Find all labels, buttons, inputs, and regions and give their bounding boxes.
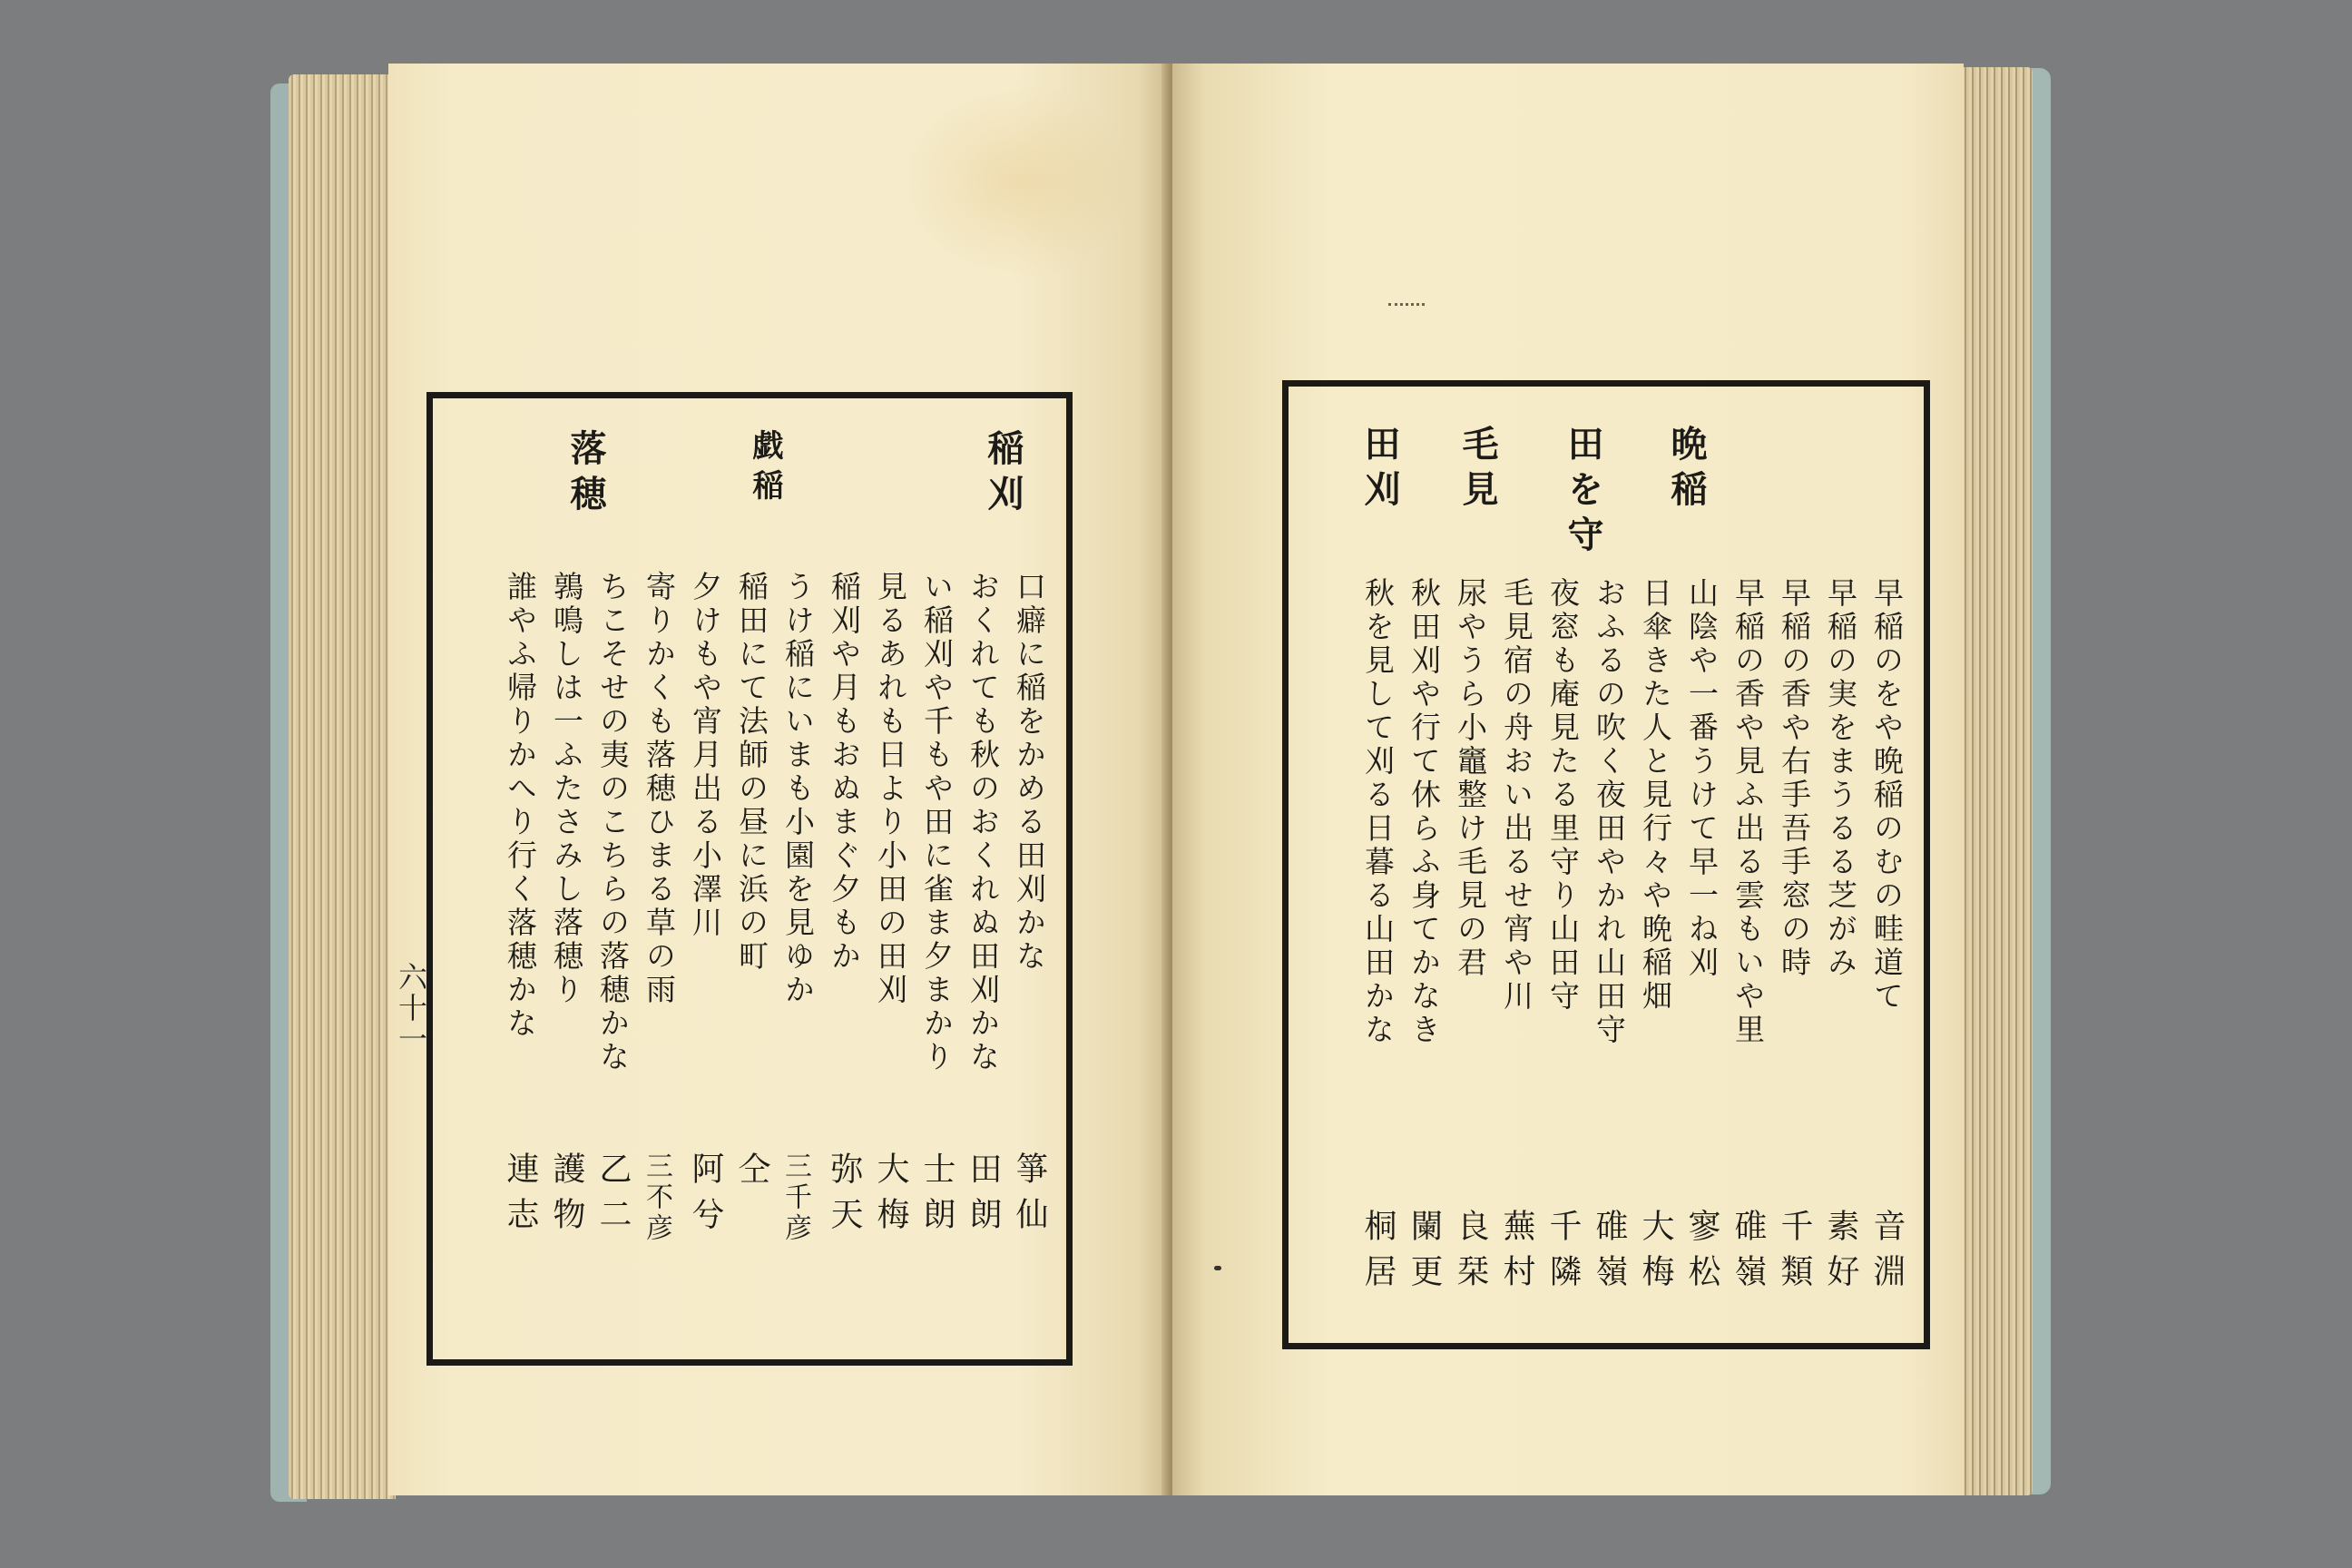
left-verse-10: ちこそせの夷のこちらの落穂かな (595, 571, 631, 1074)
left-verse-5: 稲刈や月もおぬまぐ夕もか (827, 571, 862, 974)
left-verse-11: 鶉鳴しは一ふたさみし落穂り (549, 571, 584, 1007)
left-author-2: 田朗 (965, 1152, 1002, 1242)
dotted-mark (1388, 303, 1425, 309)
right-verse-5: 山陰や一番うけて早一ね刈 (1684, 577, 1720, 980)
left-verse-9: 寄りかくも落穂ひまる草の雨 (642, 571, 677, 1007)
ink-speck (1214, 1266, 1221, 1270)
right-author-3: 千類 (1776, 1209, 1813, 1299)
right-author-10: 良栞 (1452, 1209, 1489, 1299)
right-title-4: 田刈 (1358, 425, 1401, 515)
page-edges-left (289, 74, 396, 1499)
right-author-2: 素好 (1822, 1209, 1859, 1299)
right-author-11: 闌更 (1406, 1209, 1443, 1299)
right-author-8: 千隣 (1544, 1209, 1582, 1299)
page-edges-right (1962, 67, 2033, 1495)
right-verse-6: 日傘きた人と見行々や晩稲畑 (1638, 577, 1673, 1014)
right-verse-11: 秋田刈や行て休らふ身てかなき (1406, 577, 1442, 1047)
right-verse-3: 早稲の香や右手吾手窓の時 (1777, 577, 1812, 980)
right-verse-10: 尿やうら小竈整け毛見の君 (1453, 577, 1488, 980)
right-verse-2: 早稲の実をまうるる芝がみ (1823, 577, 1858, 980)
left-author-7: 仝 (733, 1152, 770, 1197)
right-author-4: 碓嶺 (1730, 1209, 1767, 1299)
left-author-4: 大梅 (872, 1152, 909, 1242)
left-verse-1: 口癖に稲をかめる田刈かな (1012, 571, 1047, 974)
left-author-12: 連志 (502, 1152, 539, 1242)
left-author-6: 三千彦 (779, 1152, 811, 1244)
left-title-2: 戯稲 (747, 429, 783, 509)
left-verse-3: い稲刈や千もや田に雀ま夕まかり (919, 571, 955, 1074)
paper-stain (898, 82, 1134, 281)
right-title-2: 田を守 (1562, 425, 1604, 561)
right-verse-7: おふるの吹く夜田やかれ山田守 (1592, 577, 1627, 1047)
left-author-8: 阿兮 (687, 1152, 724, 1242)
left-verse-7: 稲田にて法師の昼に浜の町 (734, 571, 769, 974)
left-verse-6: うけ稲にいまも小園を見ゆか (780, 571, 816, 1007)
left-author-10: 乙二 (594, 1152, 632, 1242)
right-author-1: 音淵 (1868, 1209, 1906, 1299)
right-text-frame (1282, 380, 1930, 1349)
left-verse-4: 見るあれも日より小田の田刈 (873, 571, 908, 1007)
right-title-1: 晩稲 (1665, 425, 1708, 515)
left-verse-8: 夕けもや宵月出る小澤川 (688, 571, 723, 940)
right-verse-12: 秋を見して刈る日暮る山田かな (1360, 577, 1396, 1047)
right-title-3: 毛見 (1456, 425, 1499, 515)
right-author-12: 桐居 (1359, 1209, 1396, 1299)
left-author-9: 三不彦 (641, 1152, 672, 1244)
right-author-6: 大梅 (1637, 1209, 1674, 1299)
left-verse-12: 誰やふ帰りかへり行く落穂かな (503, 571, 538, 1041)
left-title-3: 落穂 (564, 429, 607, 520)
left-author-1: 箏仙 (1011, 1152, 1048, 1242)
left-verse-2: おくれても秋のおくれぬ田刈かな (965, 571, 1001, 1074)
page-number: 六十一 (394, 962, 428, 1054)
right-author-7: 碓嶺 (1591, 1209, 1628, 1299)
left-text-frame (426, 392, 1073, 1366)
right-verse-4: 早稲の香や見ふ出る雲もいや里 (1730, 577, 1766, 1047)
right-verse-1: 早稲のをや晩稲のむの畦道て (1869, 577, 1905, 1014)
left-author-3: 士朗 (918, 1152, 956, 1242)
right-verse-8: 夜窓も庵見たる里守り山田守 (1545, 577, 1581, 1014)
left-author-5: 弥天 (826, 1152, 863, 1242)
right-author-9: 蕪村 (1498, 1209, 1535, 1299)
right-author-5: 寥松 (1683, 1209, 1720, 1299)
right-verse-9: 毛見宿の舟おい出るせ宵や川 (1499, 577, 1534, 1014)
left-author-11: 護物 (548, 1152, 585, 1242)
left-title-1: 稲刈 (982, 429, 1024, 520)
